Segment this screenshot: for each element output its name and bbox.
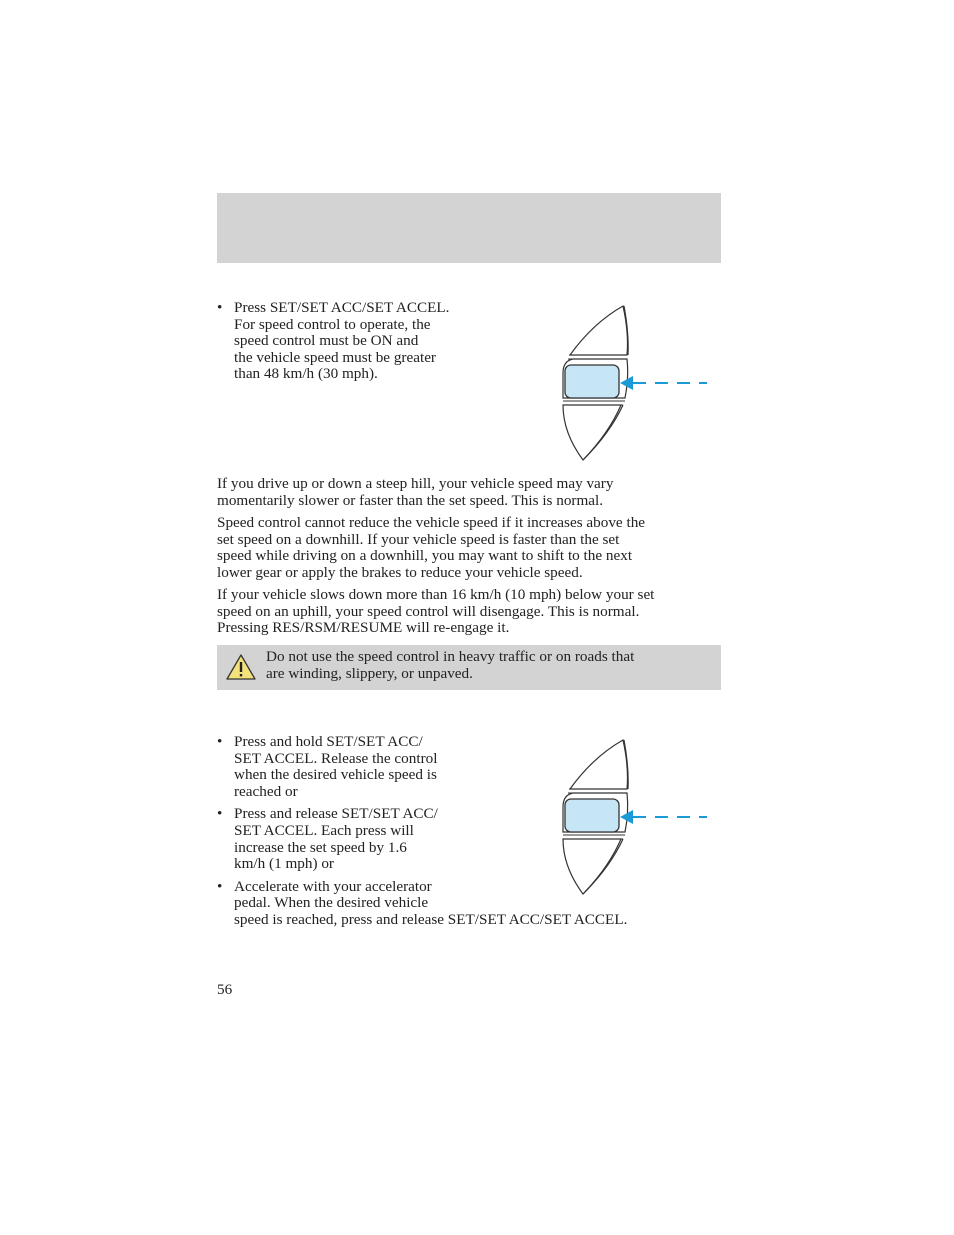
bullet-line: increase the set speed by 1.6: [234, 838, 407, 856]
bullet-line: Press and hold SET/SET ACC/: [234, 733, 423, 750]
paragraph-downhill: [217, 515, 717, 581]
page-number: 56: [217, 981, 233, 998]
paragraph-line: Pressing RES/RSM/RESUME will re-engage it.: [217, 619, 510, 637]
bullet-list-set: [217, 300, 517, 389]
bullet-line: speed is reached, press and release SET/SET ACC/SET ACCEL.: [234, 910, 628, 928]
bullet-marker: •: [217, 805, 223, 823]
bullet-line: For speed control to operate, the: [234, 315, 431, 333]
paragraph-hill: [217, 476, 717, 509]
bullet-line: Accelerate with your accelerator: [234, 877, 432, 895]
bullet-line: than 48 km/h (30 mph).: [234, 365, 378, 383]
section-header-band: [217, 193, 721, 263]
set-button-highlight: [565, 365, 619, 398]
warning-line: are winding, slippery, or unpaved.: [266, 664, 473, 682]
paragraph-line: lower gear or apply the brakes to reduce your vehicle speed.: [217, 563, 583, 581]
paragraph-line: set speed on a downhill. If your vehicle speed is faster than the set: [217, 530, 620, 548]
bullet-line: reached or: [234, 782, 298, 800]
paragraph-line: Speed control cannot reduce the vehicle speed if it increases above the: [217, 514, 646, 531]
bullet-marker: •: [217, 877, 223, 895]
paragraph-line: speed while driving on a downhill, you may want to shift to the next: [217, 547, 633, 565]
list-item: [217, 300, 517, 383]
warning-box: [217, 645, 721, 690]
paragraph-line: momentarily slower or faster than the set speed. This is normal.: [217, 491, 604, 509]
bullet-line: km/h (1 mph) or: [234, 855, 334, 873]
bullet-line: pedal. When the desired vehicle: [234, 894, 429, 912]
speed-control-switch-icon: [555, 303, 715, 463]
bullet-line: speed control must be ON and: [234, 332, 419, 350]
bullet-marker: •: [217, 733, 223, 750]
bullet-line: Press SET/SET ACC/SET ACCEL.: [234, 299, 450, 316]
paragraph-line: If your vehicle slows down more than 16 km/h (10 mph) below your set: [217, 586, 655, 603]
paragraph-line: If you drive up or down a steep hill, your vehicle speed may vary: [217, 475, 614, 492]
bullet-line: SET ACCEL. Release the control: [234, 749, 438, 767]
paragraph-uphill: [217, 587, 717, 637]
bullet-line: the vehicle speed must be greater: [234, 348, 436, 366]
set-button-highlight: [565, 799, 619, 832]
warning-triangle-icon: [225, 653, 257, 681]
bullet-line: Press and release SET/SET ACC/: [234, 805, 438, 823]
paragraph-line: speed on an uphill, your speed control will disengage. This is normal.: [217, 602, 640, 620]
bullet-line: when the desired vehicle speed is: [234, 766, 437, 784]
speed-control-switch-icon: [555, 737, 715, 897]
warning-text: [266, 649, 716, 682]
bullet-line: SET ACCEL. Each press will: [234, 821, 414, 839]
bullet-marker: •: [217, 299, 223, 316]
warning-line: Do not use the speed control in heavy traffic or on roads that: [266, 648, 635, 665]
